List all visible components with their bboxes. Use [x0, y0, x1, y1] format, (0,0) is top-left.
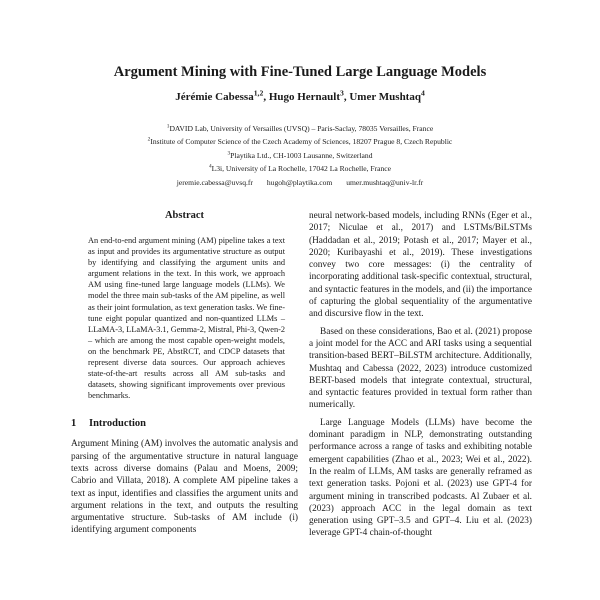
email-line: [0, 176, 600, 189]
affiliation-line: [0, 122, 600, 135]
abstract-heading: Abstract: [164, 210, 205, 221]
affiliation-marker: 1: [166, 123, 170, 130]
author-email[interactable]: jeremie.cabessa@uvsq.fr: [176, 178, 253, 188]
body-paragraph: Large Language Models (LLMs) have become the dominant paradigm in NLP, demonstrating outstanding performance across a range of tasks and exhibiting notable emergent capabilities (Zhao et al., 2023; Wei et al., 2022). In the realm of LLMs, AM tasks are generally reframed as text generation tasks. Pojoni et al. (2023) use GPT-4 for argument mining in transcribed podcasts. Al Zubaer et al. (2023) approach ACC in the legal domain as text generation using GPT–3.5 and GPT–4. Liu et al. (2023) leverage GPT-4 chain-of-thought: [309, 417, 532, 539]
intro-paragraph: Argument Mining (AM) involves the automatic analysis and parsing of the argumentative structure in natural language texts across diverse domains (Palau and Moens, 2009; Cabrio and Villata, 2018). A complete AM pipeline takes a text as input, identifies and classifies the argument units and argument relations in the text, and outputs the resulting argumentative structure. Sub-tasks of AM include (i) identifying argument components: [71, 439, 298, 536]
affiliation-text: Playtika Ltd., CH-1003 Lausanne, Switzerland: [230, 150, 373, 160]
affiliation-marker: 4: [208, 163, 212, 170]
left-column: [71, 210, 298, 537]
author-name: Hugo Hernault: [268, 91, 341, 103]
affiliation-text: Institute of Computer Science of the Czech Academy of Sciences, 18207 Prague 8, Czech Republic: [150, 137, 453, 147]
affiliation-marker: 2: [147, 136, 151, 143]
author-name: Jérémie Cabessa: [175, 91, 254, 103]
affiliation-line: [0, 149, 600, 162]
section-heading: [71, 418, 298, 429]
affiliation-block: [0, 122, 600, 189]
section-number: 1: [71, 418, 77, 430]
author-email[interactable]: umer.mushtaq@univ-lr.fr: [346, 178, 424, 188]
author-list: Jérémie Cabessa$^{1,2}$, Hugo Hernault$^3$, Umer Mushtaq$^4$: [175, 88, 425, 103]
affiliation-line: [0, 162, 600, 175]
author-affiliation-marker: 1,2: [253, 88, 264, 98]
affiliation-marker: 3: [227, 150, 231, 157]
author-name: Umer Mushtaq: [349, 91, 421, 103]
affiliation-text: L3i, University of La Rochelle, 17042 La Rochelle, France: [211, 163, 392, 173]
author-email[interactable]: hugoh@playtika.com: [266, 178, 333, 188]
author-affiliation-marker: 3: [340, 88, 344, 98]
paper-title: Argument Mining with Fine-Tuned Large Language Models: [113, 64, 487, 80]
affiliation-line: [0, 135, 600, 148]
author-affiliation-marker: 4: [420, 88, 425, 98]
body-paragraph: neural network-based models, including RNNs (Eger et al., 2017; Niculae et al., 2017) and LSTMs/BiLSTMs (Haddadan et al., 2019; Potash et al., 2017; Mayer et al., 2020; Kuribayashi et al., 2019). These investigations convey two core messages: (i) the centrality of incorporating additional task-specific contextual, structural, and syntactic features in the models, and (ii) the importance of capturing the global sequentiality of the argumentative and discursive flow in the text.: [309, 211, 532, 320]
body-paragraph: Based on these considerations, Bao et al. (2021) propose a joint model for the ACC and ARI tasks using a sequential transition-based BERT–BiLSTM architecture. Additionally, Mushtaq and Cabessa (2022, 2023) introduce customized BERT-based models that integrate contextual, structural, and syntactic features provided in textual form rather than numerically.: [309, 326, 532, 411]
affiliation-text: DAVID Lab, University of Versailles (UVSQ) – Paris-Saclay, 78035 Versailles, France: [169, 124, 434, 133]
right-column: [309, 210, 532, 545]
section-title: Introduction: [89, 418, 146, 430]
abstract-text: An end-to-end argument mining (AM) pipeline takes a text as input and provides its argumentative structure as output by identifying and classifying the argument units and argument relations in the text. In this work, we approach AM using fine-tuned large language models (LLMs). We model the three main sub-tasks of the AM pipeline, as well as their joint formulation, as text generation tasks. We fine-tune eight popular quantized and non-quantized LLMs – LLaMA-3, LLaMA-3.1, Gemma-2, Mistral, Phi-3, Qwen-2 – which are among the most capable open-weight models, on the benchmark PE, AbstRCT, and CDCP datasets that represent diverse data sources. Our approach achieves state-of-the-art results across all AM sub-tasks and datasets, showing significant improvements over previous benchmarks.: [88, 236, 286, 401]
